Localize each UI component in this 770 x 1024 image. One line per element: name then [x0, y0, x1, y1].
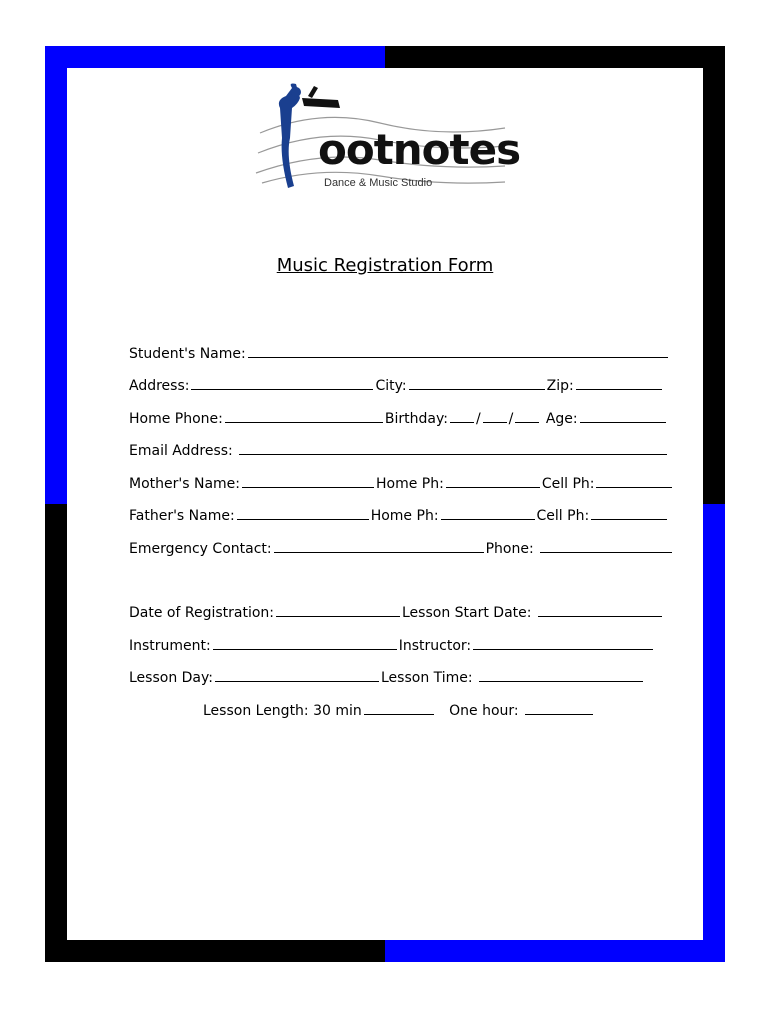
- mother-home-ph-line[interactable]: [446, 473, 540, 488]
- mother-cell-ph-line[interactable]: [596, 473, 672, 488]
- label-address: Address:: [129, 378, 190, 394]
- label-lesson-length: Lesson Length: 30 min: [203, 703, 362, 719]
- birthday-month-line[interactable]: [450, 408, 474, 423]
- border-top-black: [385, 46, 725, 68]
- lesson-30min-line[interactable]: [364, 700, 434, 715]
- birthday-day-line[interactable]: [483, 408, 507, 423]
- border-bottom-blue: [385, 940, 725, 962]
- label-lesson-day: Lesson Day:: [129, 670, 213, 686]
- birthday-year-line[interactable]: [515, 408, 539, 423]
- label-email: Email Address:: [129, 443, 233, 459]
- form-title: Music Registration Form: [276, 255, 494, 276]
- father-home-ph-line[interactable]: [441, 505, 535, 520]
- emergency-phone-line[interactable]: [540, 538, 672, 553]
- label-mother-home-ph: Home Ph:: [376, 476, 444, 492]
- row-lesson-day: [129, 667, 645, 687]
- father-cell-ph-line[interactable]: [591, 505, 667, 520]
- label-birthday: Birthday:: [384, 411, 448, 427]
- date-registration-line[interactable]: [276, 602, 400, 617]
- logo-wordmark: ootnotes: [318, 125, 521, 174]
- instructor-line[interactable]: [473, 635, 653, 650]
- row-registration: [129, 602, 664, 622]
- label-date-registration: Date of Registration:: [129, 605, 274, 621]
- row-emergency: [129, 538, 674, 558]
- instrument-line[interactable]: [213, 635, 397, 650]
- logo-subtitle: Dance & Music Studio: [324, 177, 433, 189]
- row-father: [129, 505, 669, 525]
- label-zip: Zip:: [546, 378, 574, 394]
- label-mother-cell-ph: Cell Ph:: [541, 476, 595, 492]
- border-bottom-black: [45, 940, 385, 962]
- lesson-day-line[interactable]: [215, 667, 379, 682]
- address-line[interactable]: [191, 375, 373, 390]
- lesson-time-line[interactable]: [479, 667, 643, 682]
- label-student-name: Student's Name:: [129, 346, 246, 362]
- father-name-line[interactable]: [237, 505, 369, 520]
- student-name-line[interactable]: [248, 343, 668, 358]
- border-left-black: [45, 504, 67, 962]
- home-phone-line[interactable]: [225, 408, 383, 423]
- birthday-slash-1: /: [475, 411, 481, 427]
- label-emergency-contact: Emergency Contact:: [129, 541, 272, 557]
- row-student-name: [129, 343, 670, 363]
- label-city: City:: [375, 378, 407, 394]
- row-lesson-length: [203, 700, 595, 720]
- city-line[interactable]: [409, 375, 545, 390]
- emergency-contact-line[interactable]: [274, 538, 484, 553]
- lesson-one-hour-line[interactable]: [525, 700, 593, 715]
- label-instructor: Instructor:: [398, 638, 472, 654]
- zip-line[interactable]: [576, 375, 662, 390]
- label-instrument: Instrument:: [129, 638, 211, 654]
- row-email: [129, 440, 669, 460]
- label-lesson-time: Lesson Time:: [381, 670, 473, 686]
- label-one-hour: One hour:: [449, 703, 519, 719]
- label-mother-name: Mother's Name:: [129, 476, 240, 492]
- label-father-name: Father's Name:: [129, 508, 235, 524]
- email-line[interactable]: [239, 440, 667, 455]
- label-father-cell-ph: Cell Ph:: [536, 508, 590, 524]
- label-age: Age:: [545, 411, 578, 427]
- label-lesson-start-date: Lesson Start Date:: [402, 605, 532, 621]
- mother-name-line[interactable]: [242, 473, 374, 488]
- label-home-phone: Home Phone:: [129, 411, 223, 427]
- label-emergency-phone: Phone:: [485, 541, 534, 557]
- age-line[interactable]: [580, 408, 666, 423]
- birthday-slash-2: /: [508, 411, 514, 427]
- lesson-start-date-line[interactable]: [538, 602, 662, 617]
- row-mother: [129, 473, 674, 493]
- row-instrument: [129, 635, 655, 655]
- label-father-home-ph: Home Ph:: [370, 508, 439, 524]
- border-top-blue: [45, 46, 385, 68]
- row-home-phone: [129, 408, 668, 428]
- row-address: [129, 375, 664, 395]
- border-right-blue: [703, 504, 725, 962]
